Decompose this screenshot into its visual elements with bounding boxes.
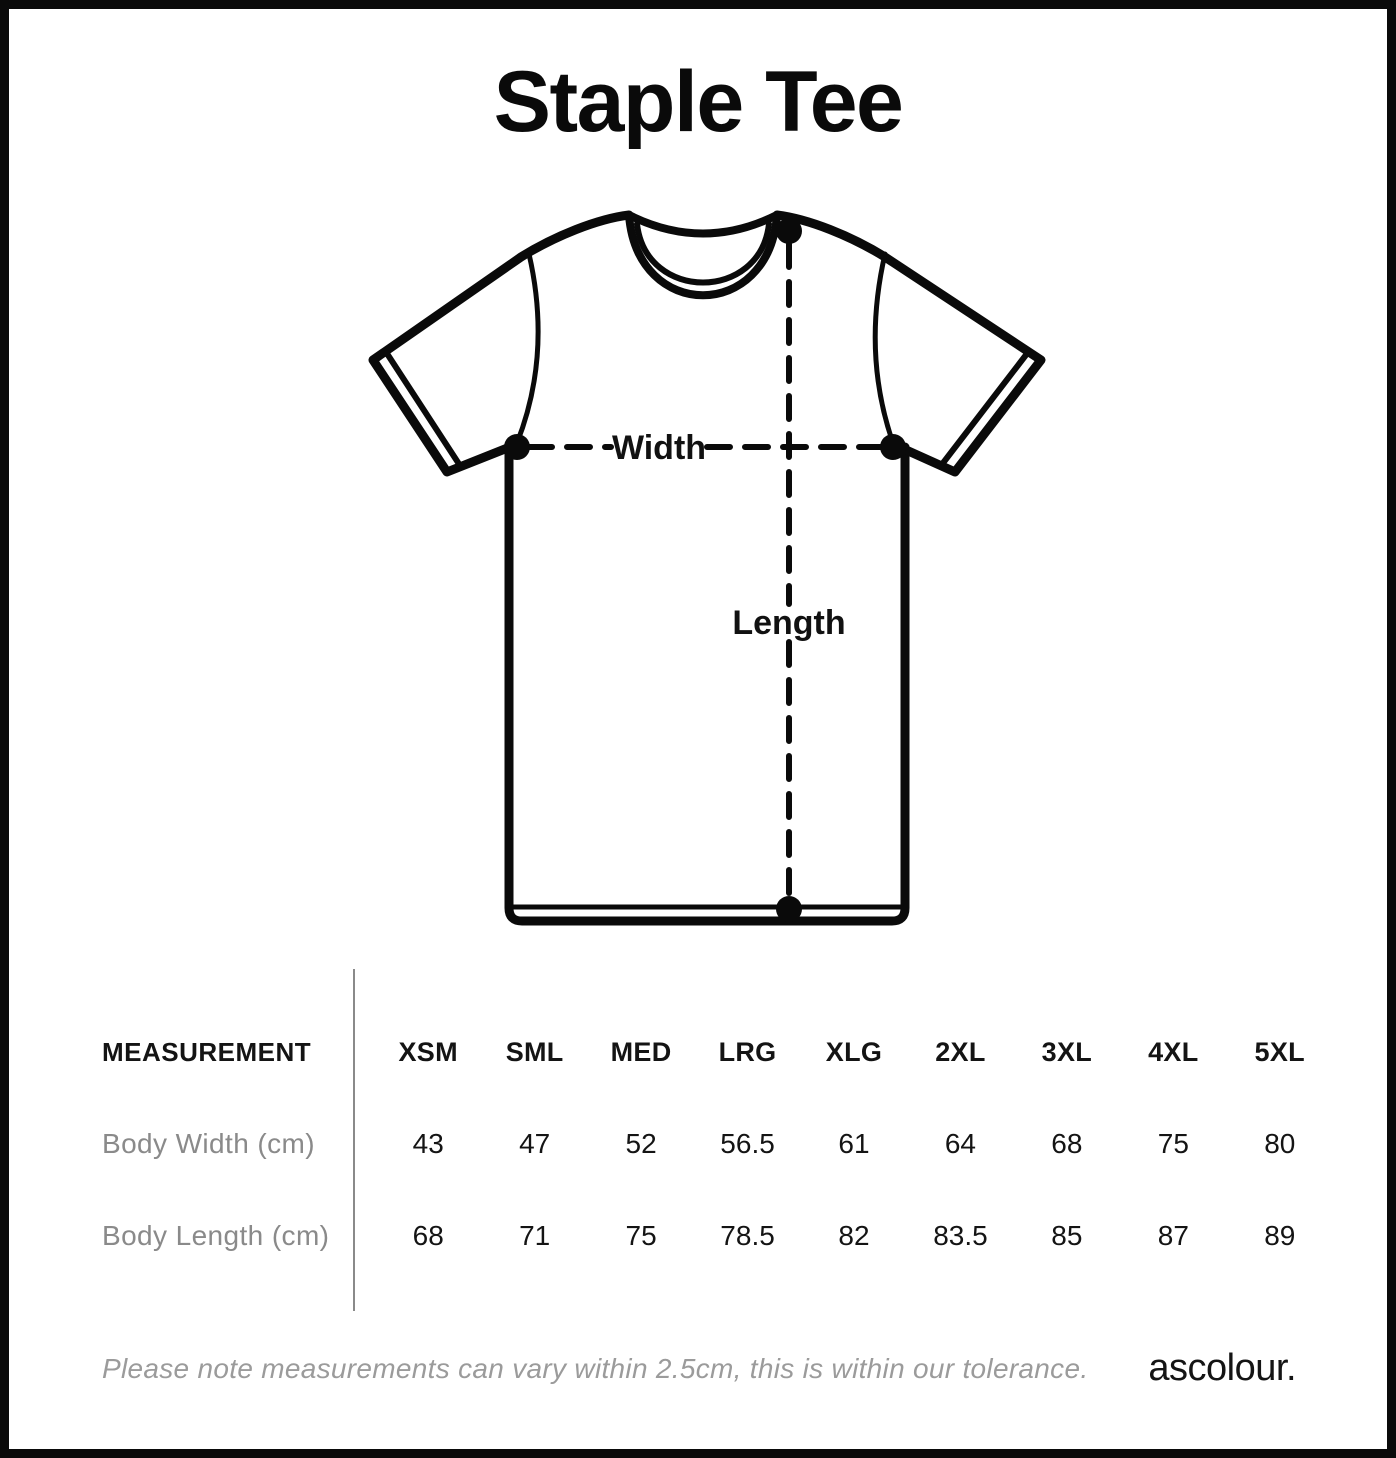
body-length-lrg: 78.5 — [720, 1220, 775, 1251]
size-header-lrg: LRG — [718, 1036, 777, 1067]
tee-left-cuff-line — [386, 352, 459, 464]
neck-point-dot — [776, 218, 802, 244]
body-width-lrg: 56.5 — [720, 1128, 775, 1159]
tee-body-outline — [509, 447, 905, 921]
size-table — [102, 1006, 1333, 1282]
tee-left-sleeve — [373, 215, 629, 472]
size-header-4xl: 4XL — [1148, 1036, 1199, 1067]
body-length-xlg: 82 — [838, 1220, 870, 1251]
body-length-2xl: 83.5 — [933, 1220, 988, 1251]
body-width-4xl: 75 — [1157, 1128, 1189, 1159]
body-width-xsm: 43 — [412, 1128, 444, 1159]
body-width-xlg: 61 — [838, 1128, 870, 1159]
measurement-header: MEASUREMENT — [102, 1036, 312, 1067]
size-header-xlg: XLG — [825, 1036, 883, 1067]
page-title: Staple Tee — [493, 54, 903, 150]
body-width-2xl: 64 — [944, 1128, 977, 1159]
size-header-3xl: 3XL — [1041, 1036, 1093, 1067]
body-width-sml: 47 — [519, 1128, 551, 1159]
tee-measurement-diagram — [359, 194, 1059, 934]
tee-left-armhole-seam — [517, 254, 538, 443]
size-header-sml: SML — [505, 1036, 564, 1067]
row-label-body-width: Body Width (cm) — [102, 1128, 315, 1159]
row-label-body-length: Body Length (cm) — [102, 1220, 330, 1251]
body-length-xsm: 68 — [412, 1220, 444, 1251]
tee-right-sleeve — [777, 215, 1041, 472]
body-length-3xl: 85 — [1051, 1220, 1083, 1251]
hem-point-dot — [776, 896, 802, 922]
tee-diagram-svg — [359, 194, 1059, 934]
body-length-4xl: 87 — [1157, 1220, 1189, 1251]
width-label: Width — [611, 429, 707, 467]
body-length-med: 75 — [625, 1220, 657, 1251]
size-header-2xl: 2XL — [935, 1036, 986, 1067]
body-length-sml: 71 — [519, 1220, 551, 1251]
tee-right-cuff-line — [943, 351, 1029, 463]
size-header-xsm: XSM — [398, 1036, 458, 1067]
tee-right-armhole-seam — [875, 254, 893, 443]
right-underarm-dot — [880, 434, 906, 460]
body-width-med: 52 — [625, 1128, 657, 1159]
size-header-med: MED — [610, 1036, 672, 1067]
length-label: Length — [732, 604, 846, 642]
tee-collar-back — [629, 215, 777, 234]
tolerance-note: Please note measurements can vary within 2.5cm, this is within our tolerance. — [102, 1353, 1089, 1384]
size-header-5xl: 5XL — [1254, 1036, 1305, 1067]
body-length-5xl: 89 — [1264, 1220, 1296, 1251]
left-underarm-dot — [504, 434, 530, 460]
brand-logo: ascolour. — [1148, 1347, 1296, 1389]
body-width-3xl: 68 — [1051, 1128, 1083, 1159]
body-width-5xl: 80 — [1264, 1128, 1296, 1159]
